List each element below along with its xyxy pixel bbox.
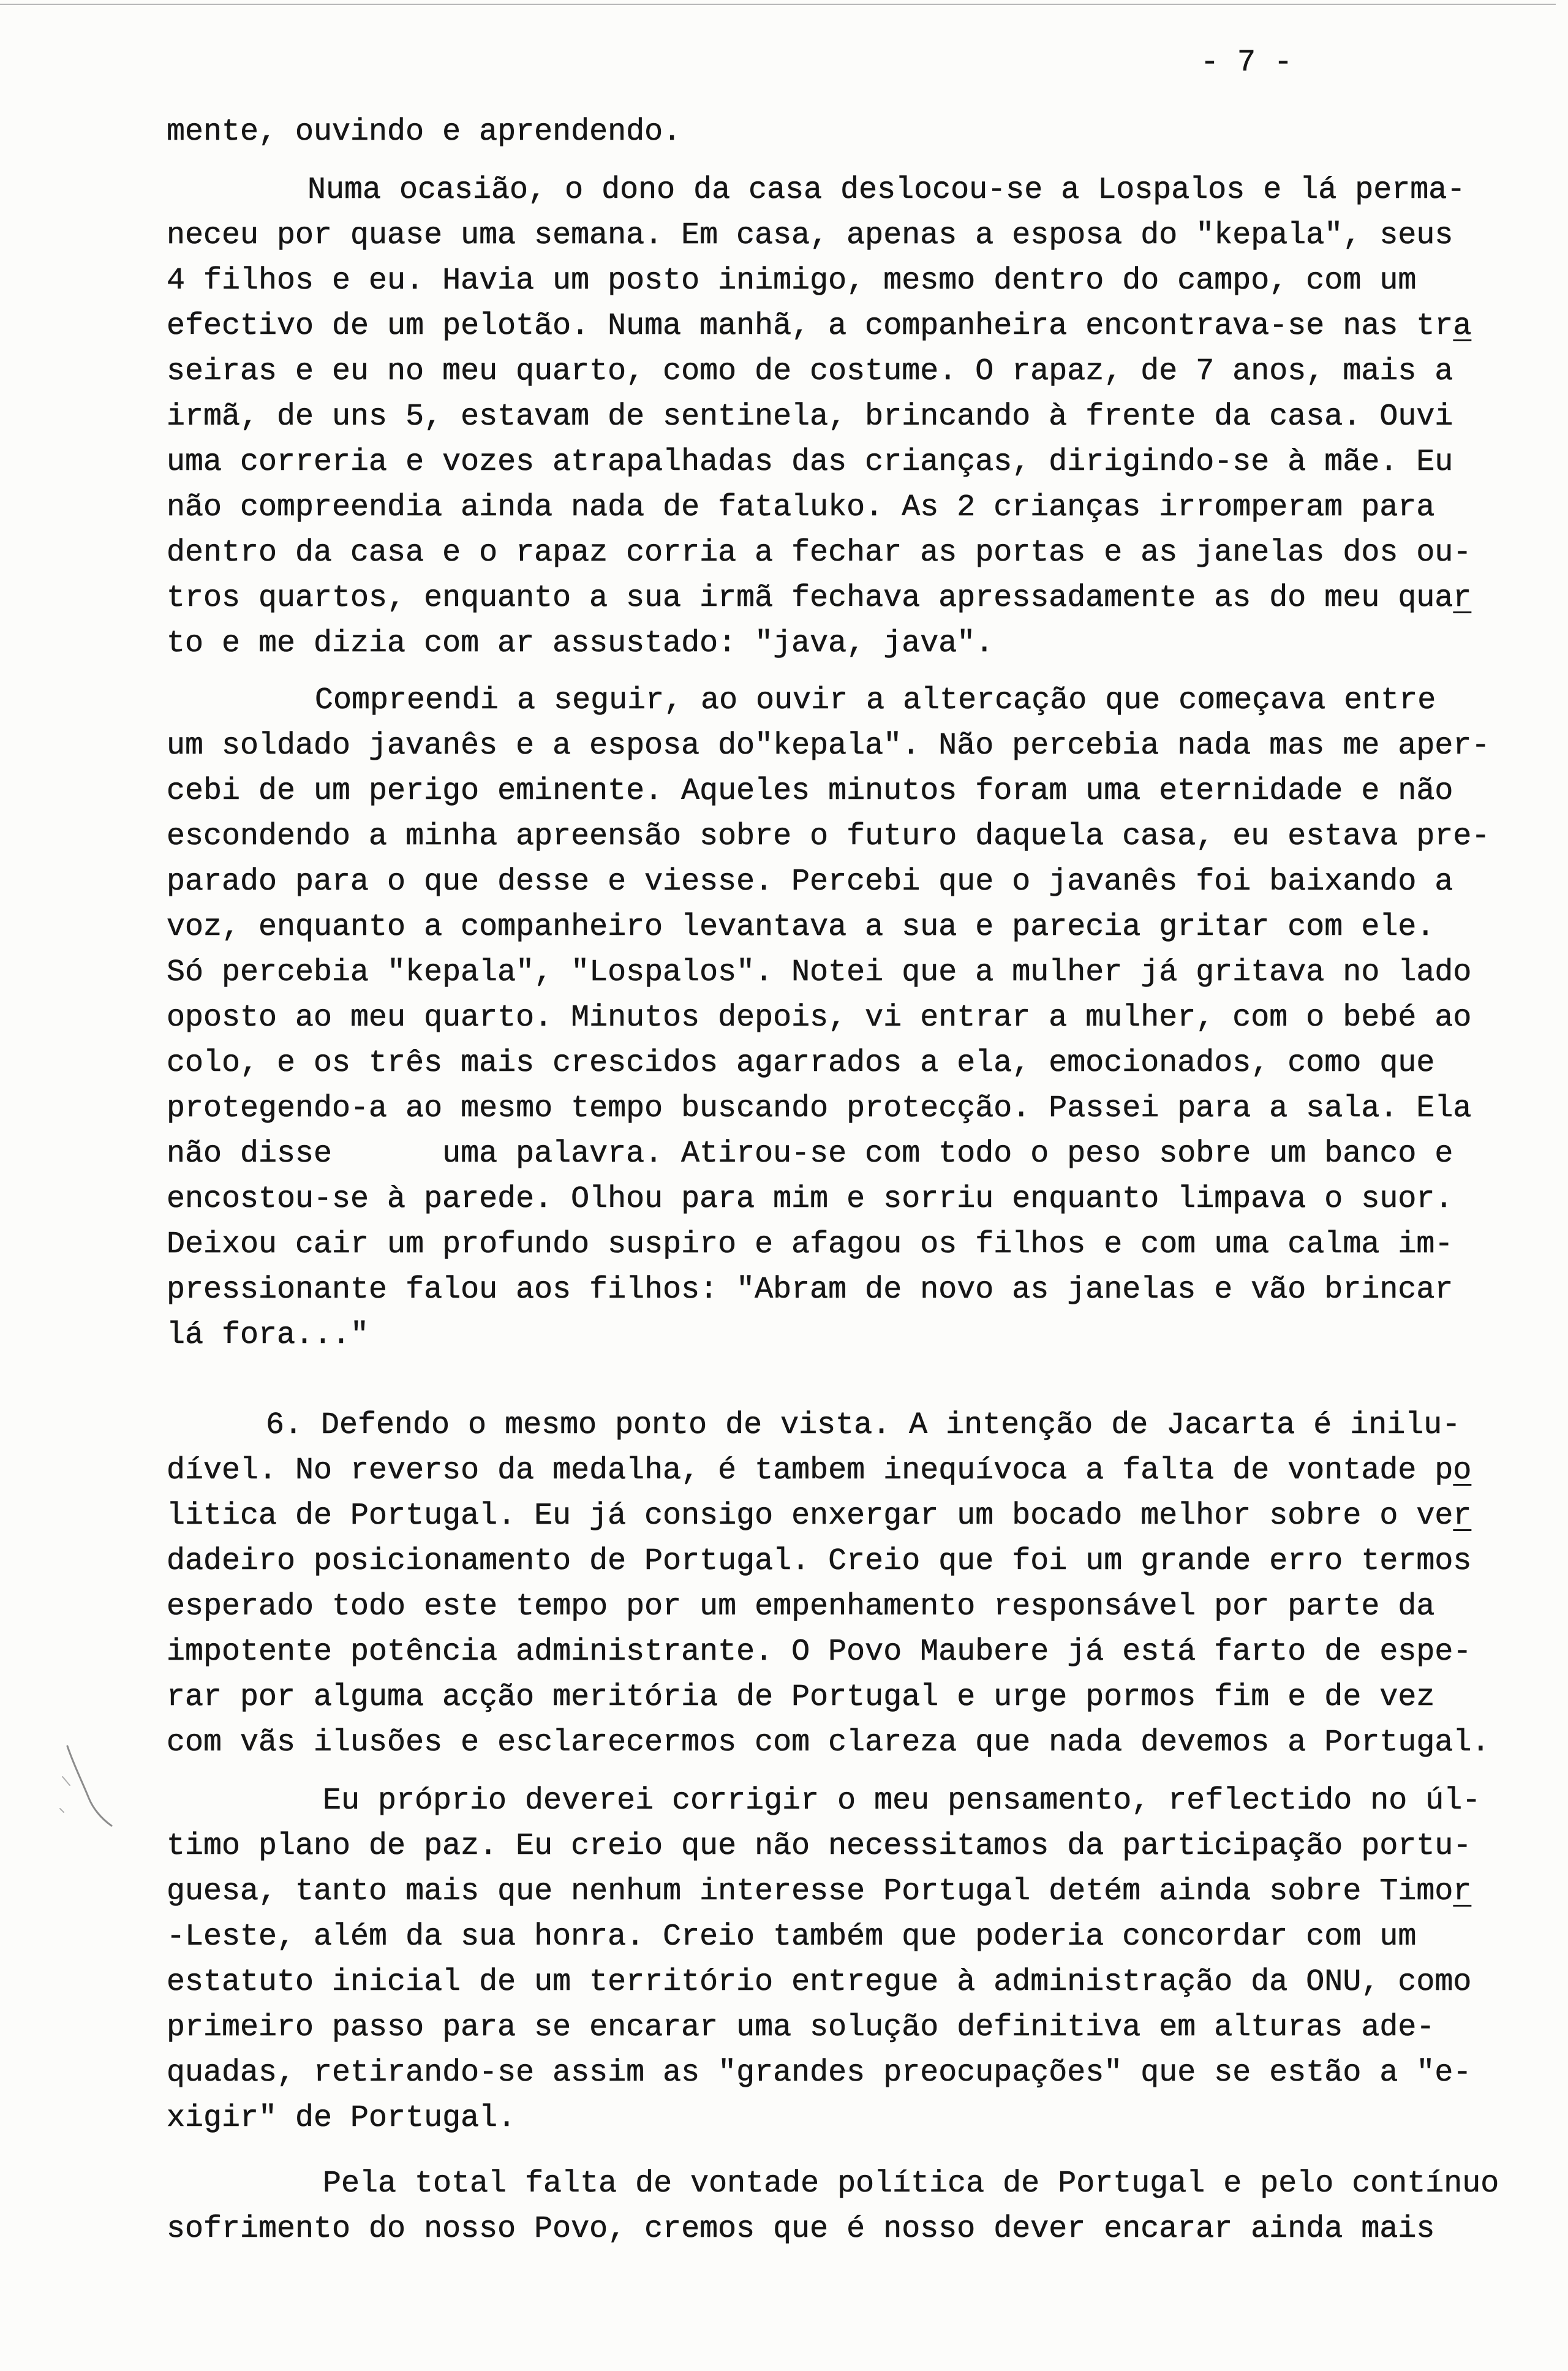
line-text: dadeiro posicionamento de Portugal. Creio que foi um grande erro termos: [167, 1544, 1472, 1579]
text-line: [167, 1824, 1551, 1869]
line-text: estatuto inicial de um território entregue à administração da ONU, como: [167, 1965, 1472, 2000]
line-text: -Leste, além da sua honra. Creio também que poderia concordar com um: [167, 1919, 1417, 1954]
line-text: Só percebia "kepala", "Lospalos". Notei que a mulher já gritava no lado: [167, 955, 1472, 990]
line-text: não compreendia ainda nada de fataluko. As 2 crianças irromperam para: [167, 490, 1435, 525]
text-line: [167, 1222, 1551, 1268]
hyphen-underlined-char: r: [1453, 1499, 1472, 1533]
line-text: mente, ouvindo e aprendendo.: [167, 115, 682, 149]
line-text: primeiro passo para se encarar uma solução definitiva em alturas ade-: [167, 2010, 1435, 2045]
text-line: [167, 1720, 1551, 1766]
text-line: [167, 1132, 1551, 1177]
line-text: encostou-se à parede. Olhou para mim e sorriu enquanto limpava o suor.: [167, 1182, 1453, 1217]
scan-edge-line: [0, 4, 1556, 5]
line-text: rar por alguma acção meritória de Portugal e urge pormos fim e de vez: [167, 1680, 1435, 1715]
line-text: Numa ocasião, o dono da casa deslocou-se a Lospalos e lá perma-: [307, 173, 1466, 208]
text-line: [167, 621, 1551, 667]
text-line: [167, 349, 1551, 395]
line-text: esperado todo este tempo por um empenhamento responsável por parte da: [167, 1589, 1435, 1624]
paragraph: [167, 2161, 1551, 2252]
text-line: [167, 1584, 1551, 1630]
text-line: [167, 1960, 1551, 2005]
line-text: escondendo a minha apreensão sobre o futuro daquela casa, eu estava pre-: [167, 819, 1490, 854]
margin-pen-mark: [55, 1740, 123, 1832]
line-text: dível. No reverso da medalha, é tambem inequívoca a falta de vontade p: [167, 1453, 1453, 1488]
line-text: lá fora...": [167, 1318, 369, 1353]
text-line: [167, 531, 1551, 576]
line-text: sofrimento do nosso Povo, cremos que é nosso dever encarar ainda mais: [167, 2212, 1435, 2247]
line-text: timo plano de paz. Eu creio que não necessitamos da participação portu-: [167, 1829, 1472, 1864]
line-text: xigir" de Portugal.: [167, 2101, 516, 2136]
line-text: Eu próprio deverei corrigir o meu pensamento, reflectido no úl-: [323, 1783, 1481, 1818]
line-text: uma correria e vozes atrapalhadas das crianças, dirigindo-se à mãe. Eu: [167, 445, 1453, 480]
text-line: [167, 2005, 1551, 2051]
line-text: to e me dizia com ar assustado: "java, java".: [167, 626, 994, 661]
text-line: [167, 1494, 1551, 1539]
text-line: [167, 1403, 1551, 1448]
text-line: [167, 1268, 1551, 1313]
text-line: [167, 1630, 1551, 1675]
text-line: [167, 678, 1551, 724]
text-line: [167, 996, 1551, 1041]
text-line: [167, 1041, 1551, 1086]
text-line: [167, 395, 1551, 440]
line-text: voz, enquanto a companheiro levantava a sua e parecia gritar com ele.: [167, 910, 1435, 945]
hyphen-underlined-char: r: [1453, 1874, 1472, 1909]
text-line: [167, 860, 1551, 905]
line-text: Pela total falta de vontade política de Portugal e pelo contínuo: [323, 2166, 1499, 2201]
hyphen-underlined-char: o: [1453, 1453, 1472, 1488]
hyphen-underlined-char: r: [1453, 581, 1472, 616]
line-text: parado para o que desse e viesse. Percebi que o javanês foi baixando a: [167, 864, 1453, 899]
paragraph: [167, 1403, 1551, 1766]
text-line: [167, 1915, 1551, 1960]
line-text: guesa, tanto mais que nenhum interesse Portugal detém ainda sobre Timo: [167, 1874, 1453, 1909]
line-text: oposto ao meu quarto. Minutos depois, vi entrar a mulher, com o bebé ao: [167, 1000, 1472, 1035]
text-line: [167, 1086, 1551, 1132]
text-line: [167, 2096, 1551, 2141]
line-text: não disse uma palavra. Atirou-se com todo o peso sobre um banco e: [167, 1136, 1453, 1171]
text-line: [167, 259, 1551, 304]
hyphen-underlined-char: a: [1453, 309, 1472, 344]
line-text: neceu por quase uma semana. Em casa, apenas a esposa do "kepala", seus: [167, 218, 1453, 253]
line-text: colo, e os três mais crescidos agarrados a ela, emocionados, como que: [167, 1046, 1435, 1081]
line-text: Deixou cair um profundo suspiro e afagou os filhos e com uma calma im-: [167, 1227, 1453, 1262]
line-text: 4 filhos e eu. Havia um posto inimigo, mesmo dentro do campo, com um: [167, 263, 1417, 298]
text-line: [167, 905, 1551, 950]
text-line: [167, 1779, 1551, 1824]
text-line: [167, 485, 1551, 531]
text-line: [167, 1675, 1551, 1720]
text-line: [167, 1448, 1551, 1494]
line-text: quadas, retirando-se assim as "grandes preocupações" que se estão a "e-: [167, 2055, 1472, 2090]
paragraph: [167, 678, 1551, 1358]
line-text: seiras e eu no meu quarto, como de costume. O rapaz, de 7 anos, mais a: [167, 354, 1453, 389]
text-line: [167, 950, 1551, 996]
text-line: [167, 440, 1551, 485]
text-line: [167, 1313, 1551, 1358]
line-text: Compreendi a seguir, ao ouvir a altercação que começava entre: [315, 683, 1436, 718]
text-line: [167, 1869, 1551, 1915]
text-line: [167, 724, 1551, 769]
text-line: [167, 814, 1551, 860]
page-number: - 7 -: [1200, 45, 1293, 80]
text-line: [167, 2207, 1551, 2252]
line-text: efectivo de um pelotão. Numa manhã, a companheira encontrava-se nas tr: [167, 309, 1453, 344]
paragraph: [167, 110, 1551, 155]
line-text: protegendo-a ao mesmo tempo buscando protecção. Passei para a sala. Ela: [167, 1091, 1472, 1126]
line-text: pressionante falou aos filhos: "Abram de novo as janelas e vão brincar: [167, 1272, 1453, 1307]
text-line: [167, 168, 1551, 213]
text-line: [167, 1539, 1551, 1584]
line-text: litica de Portugal. Eu já consigo enxergar um bocado melhor sobre o ve: [167, 1499, 1453, 1533]
line-text: dentro da casa e o rapaz corria a fechar as portas e as janelas dos ou-: [167, 535, 1472, 570]
line-text: tros quartos, enquanto a sua irmã fechava apressadamente as do meu qua: [167, 581, 1453, 616]
line-text: um soldado javanês e a esposa do"kepala". Não percebia nada mas me aper-: [167, 728, 1490, 763]
line-text: cebi de um perigo eminente. Aqueles minutos foram uma eternidade e não: [167, 774, 1453, 809]
text-line: [167, 2051, 1551, 2096]
text-line: [167, 213, 1551, 259]
paragraph: [167, 168, 1551, 667]
text-line: [167, 304, 1551, 349]
text-line: [167, 576, 1551, 621]
line-text: irmã, de uns 5, estavam de sentinela, brincando à frente da casa. Ouvi: [167, 399, 1453, 434]
line-text: impotente potência administrante. O Povo Maubere já está farto de espe-: [167, 1635, 1472, 1670]
text-line: [167, 1177, 1551, 1222]
line-text: com vãs ilusões e esclarecermos com clareza que nada devemos a Portugal.: [167, 1725, 1490, 1760]
text-line: [167, 769, 1551, 814]
document-body: [167, 110, 1551, 2252]
paragraph: [167, 1779, 1551, 2141]
line-text: 6. Defendo o mesmo ponto de vista. A intenção de Jacarta é inilu-: [266, 1408, 1461, 1443]
text-line: [167, 2161, 1551, 2207]
text-line: [167, 110, 1551, 155]
